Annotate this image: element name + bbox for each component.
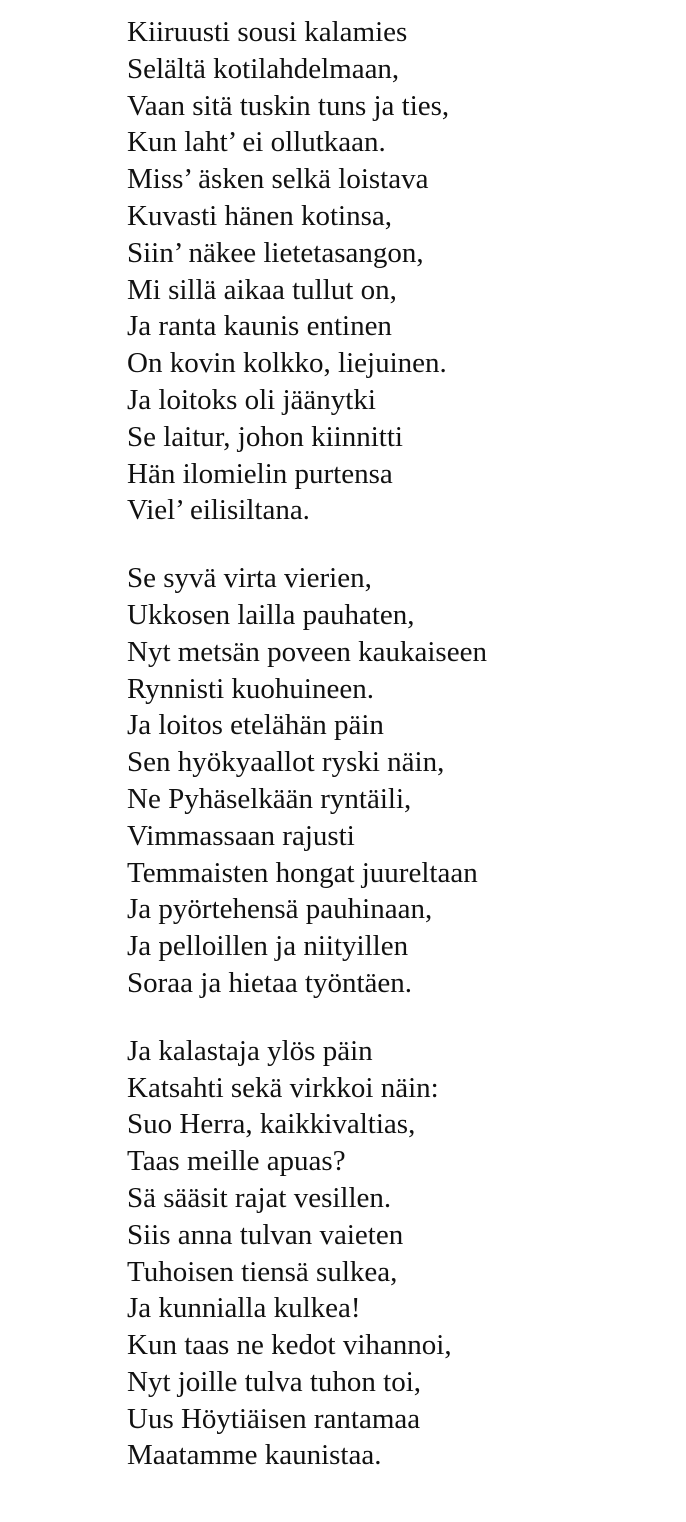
poem-line: Ukkosen lailla pauhaten,: [127, 598, 415, 631]
poem-line: Miss’ äsken selkä loistava: [127, 163, 429, 196]
poem-line: Ja kunnialla kulkea!: [127, 1292, 361, 1325]
stanza-3: [127, 1033, 487, 1475]
poem-line: Ja loitoks oli jäänytki: [127, 383, 376, 416]
poem-line: Katsahti sekä virkkoi näin:: [127, 1071, 439, 1104]
poem-line: Sä sääsit rajat vesillen.: [127, 1181, 392, 1214]
poem-line: Kiiruusti sousi kalamies: [127, 16, 408, 48]
poem-line: Kun taas ne kedot vihannoi,: [127, 1329, 452, 1362]
poem-line: Ja ranta kaunis entinen: [127, 310, 392, 343]
poem-line: Selältä kotilahdelmaan,: [127, 52, 400, 85]
poem-line: Viel’ eilisiltana.: [127, 494, 310, 527]
poem-line: Temmaisten hongat juureltaan: [127, 856, 478, 889]
poem-line: Se laitur, johon kiinnitti: [127, 420, 403, 453]
poem-line: Ja pyörtehensä pauhinaan,: [127, 893, 433, 926]
poem-line: Uus Höytiäisen rantamaa: [127, 1402, 421, 1435]
poem-line: Soraa ja hietaa työntäen.: [127, 966, 413, 999]
poem-line: Kun laht’ ei ollutkaan.: [127, 126, 386, 159]
poem-line: Siis anna tulvan vaieten: [127, 1218, 404, 1251]
poem-line: Maatamme kaunistaa.: [127, 1439, 382, 1472]
stanza-1: [127, 14, 487, 529]
poem-line: Taas meille apuas?: [127, 1145, 346, 1178]
poem-text: [127, 14, 487, 1505]
poem-line: Nyt metsän poveen kaukaiseen: [127, 635, 487, 668]
poem-line: Ja pelloillen ja niityillen: [127, 930, 409, 963]
poem-line: Sen hyökyaallot ryski näin,: [127, 746, 445, 779]
poem-line: Siin’ näkee lietetasangon,: [127, 236, 424, 269]
poem-line: Suo Herra, kaikkivaltias,: [127, 1108, 416, 1141]
poem-line: Rynnisti kuohuineen.: [127, 672, 374, 705]
poem-line: Tuhoisen tiensä sulkea,: [127, 1255, 398, 1288]
poem-line: Vimmassaan rajusti: [127, 819, 355, 852]
stanza-2: [127, 560, 487, 1002]
poem-line: Vaan sitä tuskin tuns ja ties,: [127, 89, 450, 122]
poem-line: Nyt joille tulva tuhon toi,: [127, 1365, 422, 1398]
poem-line: On kovin kolkko, liejuinen.: [127, 347, 447, 380]
poem-line: Ne Pyhäselkään ryntäili,: [127, 782, 412, 815]
poem-line: Se syvä virta vierien,: [127, 562, 372, 595]
poem-line: Mi sillä aikaa tullut on,: [127, 273, 397, 306]
poem-line: Hän ilomielin purtensa: [127, 457, 393, 490]
poem-line: Kuvasti hänen kotinsa,: [127, 199, 392, 232]
poem-line: Ja kalastaja ylös päin: [127, 1034, 373, 1067]
poem-line: Ja loitos etelähän päin: [127, 709, 384, 742]
